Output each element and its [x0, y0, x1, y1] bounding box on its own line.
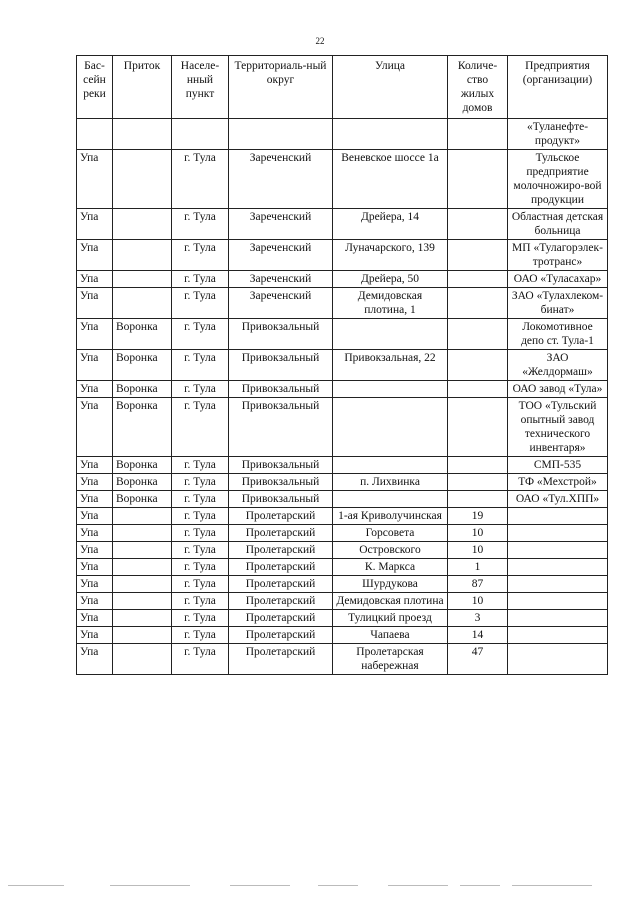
table-row	[77, 576, 608, 593]
cell-street: Дрейера, 14	[333, 209, 448, 240]
cell-district: Пролетарский	[229, 525, 333, 542]
cell-tributary	[113, 644, 172, 675]
cell-enterprise	[508, 576, 608, 593]
cell-tributary	[113, 593, 172, 610]
cell-street	[333, 457, 448, 474]
cell-basin: Упа	[77, 209, 113, 240]
cell-tributary: Воронка	[113, 491, 172, 508]
cell-street: 1-ая Криволучинская	[333, 508, 448, 525]
cell-street	[333, 491, 448, 508]
cell-settlement: г. Тула	[172, 525, 229, 542]
cell-house-count	[448, 150, 508, 209]
cell-house-count	[448, 319, 508, 350]
cell-street: К. Маркса	[333, 559, 448, 576]
table-row	[77, 491, 608, 508]
table-row	[77, 319, 608, 350]
cell-district: Зареченский	[229, 209, 333, 240]
cell-basin: Упа	[77, 319, 113, 350]
cell-house-count	[448, 457, 508, 474]
cell-house-count	[448, 119, 508, 150]
table-row	[77, 288, 608, 319]
table-row	[77, 644, 608, 675]
table-row	[77, 271, 608, 288]
cell-house-count	[448, 240, 508, 271]
table-row	[77, 542, 608, 559]
cell-district: Пролетарский	[229, 559, 333, 576]
table-row	[77, 119, 608, 150]
cell-street: Демидовская плотина	[333, 593, 448, 610]
cell-settlement: г. Тула	[172, 457, 229, 474]
cell-tributary	[113, 271, 172, 288]
cell-enterprise	[508, 610, 608, 627]
header-enterprises: Предприятия (организации)	[508, 56, 608, 119]
cell-tributary: Воронка	[113, 474, 172, 491]
table-header-row	[77, 56, 608, 119]
cell-basin: Упа	[77, 508, 113, 525]
cell-basin: Упа	[77, 457, 113, 474]
cell-basin: Упа	[77, 288, 113, 319]
table-row	[77, 240, 608, 271]
table-row	[77, 610, 608, 627]
cell-street	[333, 319, 448, 350]
cell-house-count	[448, 398, 508, 457]
cell-district: Зареченский	[229, 240, 333, 271]
cell-house-count	[448, 271, 508, 288]
cell-house-count: 10	[448, 542, 508, 559]
cell-street: Чапаева	[333, 627, 448, 644]
cell-tributary	[113, 576, 172, 593]
cell-tributary	[113, 559, 172, 576]
cell-tributary: Воронка	[113, 398, 172, 457]
table-row	[77, 559, 608, 576]
cell-street: Веневское шоссе 1а	[333, 150, 448, 209]
cell-district: Пролетарский	[229, 576, 333, 593]
cell-settlement: г. Тула	[172, 288, 229, 319]
cell-house-count: 14	[448, 627, 508, 644]
cell-district: Пролетарский	[229, 508, 333, 525]
cell-street: Дрейера, 50	[333, 271, 448, 288]
cell-tributary	[113, 508, 172, 525]
cell-house-count	[448, 381, 508, 398]
cell-house-count: 87	[448, 576, 508, 593]
cell-house-count	[448, 288, 508, 319]
cell-district: Привокзальный	[229, 457, 333, 474]
cell-basin: Упа	[77, 542, 113, 559]
table-row	[77, 209, 608, 240]
cell-settlement: г. Тула	[172, 350, 229, 381]
cell-enterprise: ТФ «Мехстрой»	[508, 474, 608, 491]
cell-enterprise	[508, 542, 608, 559]
cell-street	[333, 398, 448, 457]
cell-basin: Упа	[77, 610, 113, 627]
header-tributary: Приток	[113, 56, 172, 119]
cell-street: Горсовета	[333, 525, 448, 542]
cell-street: Демидовская плотина, 1	[333, 288, 448, 319]
cell-basin: Упа	[77, 474, 113, 491]
cell-basin: Упа	[77, 593, 113, 610]
cell-district: Привокзальный	[229, 350, 333, 381]
cell-street	[333, 381, 448, 398]
cell-tributary	[113, 240, 172, 271]
cell-settlement: г. Тула	[172, 491, 229, 508]
cell-house-count: 10	[448, 525, 508, 542]
cell-basin: Упа	[77, 491, 113, 508]
cell-enterprise: МП «Тулагорэлек-тротранс»	[508, 240, 608, 271]
cell-street: п. Лихвинка	[333, 474, 448, 491]
cell-settlement: г. Тула	[172, 559, 229, 576]
table-row	[77, 627, 608, 644]
cell-basin: Упа	[77, 576, 113, 593]
cell-settlement: г. Тула	[172, 627, 229, 644]
cell-district: Пролетарский	[229, 542, 333, 559]
cell-district	[229, 119, 333, 150]
cell-tributary	[113, 525, 172, 542]
table-row	[77, 381, 608, 398]
cell-basin: Упа	[77, 150, 113, 209]
cell-settlement: г. Тула	[172, 542, 229, 559]
table-row	[77, 525, 608, 542]
cell-house-count	[448, 474, 508, 491]
cell-basin: Упа	[77, 627, 113, 644]
cell-settlement	[172, 119, 229, 150]
cell-settlement: г. Тула	[172, 381, 229, 398]
cell-enterprise	[508, 559, 608, 576]
cell-tributary	[113, 627, 172, 644]
cell-enterprise: Тульское предприятие молочножиро-вой продукции	[508, 150, 608, 209]
cell-tributary: Воронка	[113, 457, 172, 474]
cell-street: Пролетарская набережная	[333, 644, 448, 675]
cell-district: Привокзальный	[229, 381, 333, 398]
cell-tributary: Воронка	[113, 350, 172, 381]
footer-rule	[0, 885, 640, 887]
table-row	[77, 150, 608, 209]
cell-settlement: г. Тула	[172, 508, 229, 525]
cell-basin: Упа	[77, 525, 113, 542]
cell-house-count: 10	[448, 593, 508, 610]
cell-enterprise	[508, 644, 608, 675]
cell-enterprise: ЗАО «Желдормаш»	[508, 350, 608, 381]
cell-house-count	[448, 350, 508, 381]
cell-settlement: г. Тула	[172, 271, 229, 288]
table-row	[77, 350, 608, 381]
header-district: Территориаль-ный округ	[229, 56, 333, 119]
cell-enterprise	[508, 525, 608, 542]
cell-district: Пролетарский	[229, 610, 333, 627]
cell-enterprise: «Туланефте-продукт»	[508, 119, 608, 150]
cell-settlement: г. Тула	[172, 319, 229, 350]
cell-tributary	[113, 288, 172, 319]
cell-tributary: Воронка	[113, 319, 172, 350]
cell-tributary: Воронка	[113, 381, 172, 398]
cell-enterprise	[508, 508, 608, 525]
cell-tributary	[113, 542, 172, 559]
cell-settlement: г. Тула	[172, 474, 229, 491]
cell-enterprise: ОАО завод «Тула»	[508, 381, 608, 398]
cell-street: Шурдукова	[333, 576, 448, 593]
cell-settlement: г. Тула	[172, 610, 229, 627]
cell-settlement: г. Тула	[172, 150, 229, 209]
table-row	[77, 474, 608, 491]
cell-house-count: 19	[448, 508, 508, 525]
cell-district: Зареченский	[229, 150, 333, 209]
cell-settlement: г. Тула	[172, 644, 229, 675]
cell-enterprise: Локомотивное депо ст. Тула-1	[508, 319, 608, 350]
cell-district: Зареченский	[229, 288, 333, 319]
header-settlement: Населе-нный пункт	[172, 56, 229, 119]
cell-settlement: г. Тула	[172, 209, 229, 240]
cell-enterprise: СМП-535	[508, 457, 608, 474]
enterprises-table	[76, 55, 608, 675]
table-row	[77, 508, 608, 525]
cell-street: Луначарского, 139	[333, 240, 448, 271]
cell-district: Привокзальный	[229, 474, 333, 491]
cell-settlement: г. Тула	[172, 576, 229, 593]
cell-enterprise	[508, 593, 608, 610]
cell-house-count: 47	[448, 644, 508, 675]
cell-tributary	[113, 150, 172, 209]
table-row	[77, 457, 608, 474]
cell-basin: Упа	[77, 381, 113, 398]
cell-basin	[77, 119, 113, 150]
table-row	[77, 593, 608, 610]
cell-enterprise: ОАО «Тул.ХПП»	[508, 491, 608, 508]
header-street: Улица	[333, 56, 448, 119]
cell-tributary	[113, 119, 172, 150]
cell-tributary	[113, 610, 172, 627]
cell-basin: Упа	[77, 350, 113, 381]
cell-tributary	[113, 209, 172, 240]
cell-enterprise: ЗАО «Тулахлеком-бинат»	[508, 288, 608, 319]
cell-district: Пролетарский	[229, 627, 333, 644]
cell-district: Пролетарский	[229, 593, 333, 610]
cell-district: Привокзальный	[229, 491, 333, 508]
cell-enterprise	[508, 627, 608, 644]
cell-district: Привокзальный	[229, 398, 333, 457]
cell-basin: Упа	[77, 240, 113, 271]
cell-house-count	[448, 491, 508, 508]
cell-basin: Упа	[77, 398, 113, 457]
header-house-count: Количе-ство жилых домов	[448, 56, 508, 119]
page-number: 22	[315, 36, 325, 46]
cell-district: Привокзальный	[229, 319, 333, 350]
cell-settlement: г. Тула	[172, 240, 229, 271]
cell-basin: Упа	[77, 559, 113, 576]
table-row	[77, 398, 608, 457]
header-basin: Бас-сейн реки	[77, 56, 113, 119]
cell-street: Тулицкий проезд	[333, 610, 448, 627]
cell-enterprise: ОАО «Туласахар»	[508, 271, 608, 288]
cell-enterprise: ТОО «Тульский опытный завод технического инвентаря»	[508, 398, 608, 457]
cell-basin: Упа	[77, 644, 113, 675]
cell-enterprise: Областная детская больница	[508, 209, 608, 240]
cell-house-count	[448, 209, 508, 240]
cell-street	[333, 119, 448, 150]
cell-house-count: 1	[448, 559, 508, 576]
cell-house-count: 3	[448, 610, 508, 627]
cell-settlement: г. Тула	[172, 593, 229, 610]
cell-settlement: г. Тула	[172, 398, 229, 457]
cell-street: Привокзальная, 22	[333, 350, 448, 381]
cell-district: Зареченский	[229, 271, 333, 288]
cell-district: Пролетарский	[229, 644, 333, 675]
cell-street: Островского	[333, 542, 448, 559]
cell-basin: Упа	[77, 271, 113, 288]
